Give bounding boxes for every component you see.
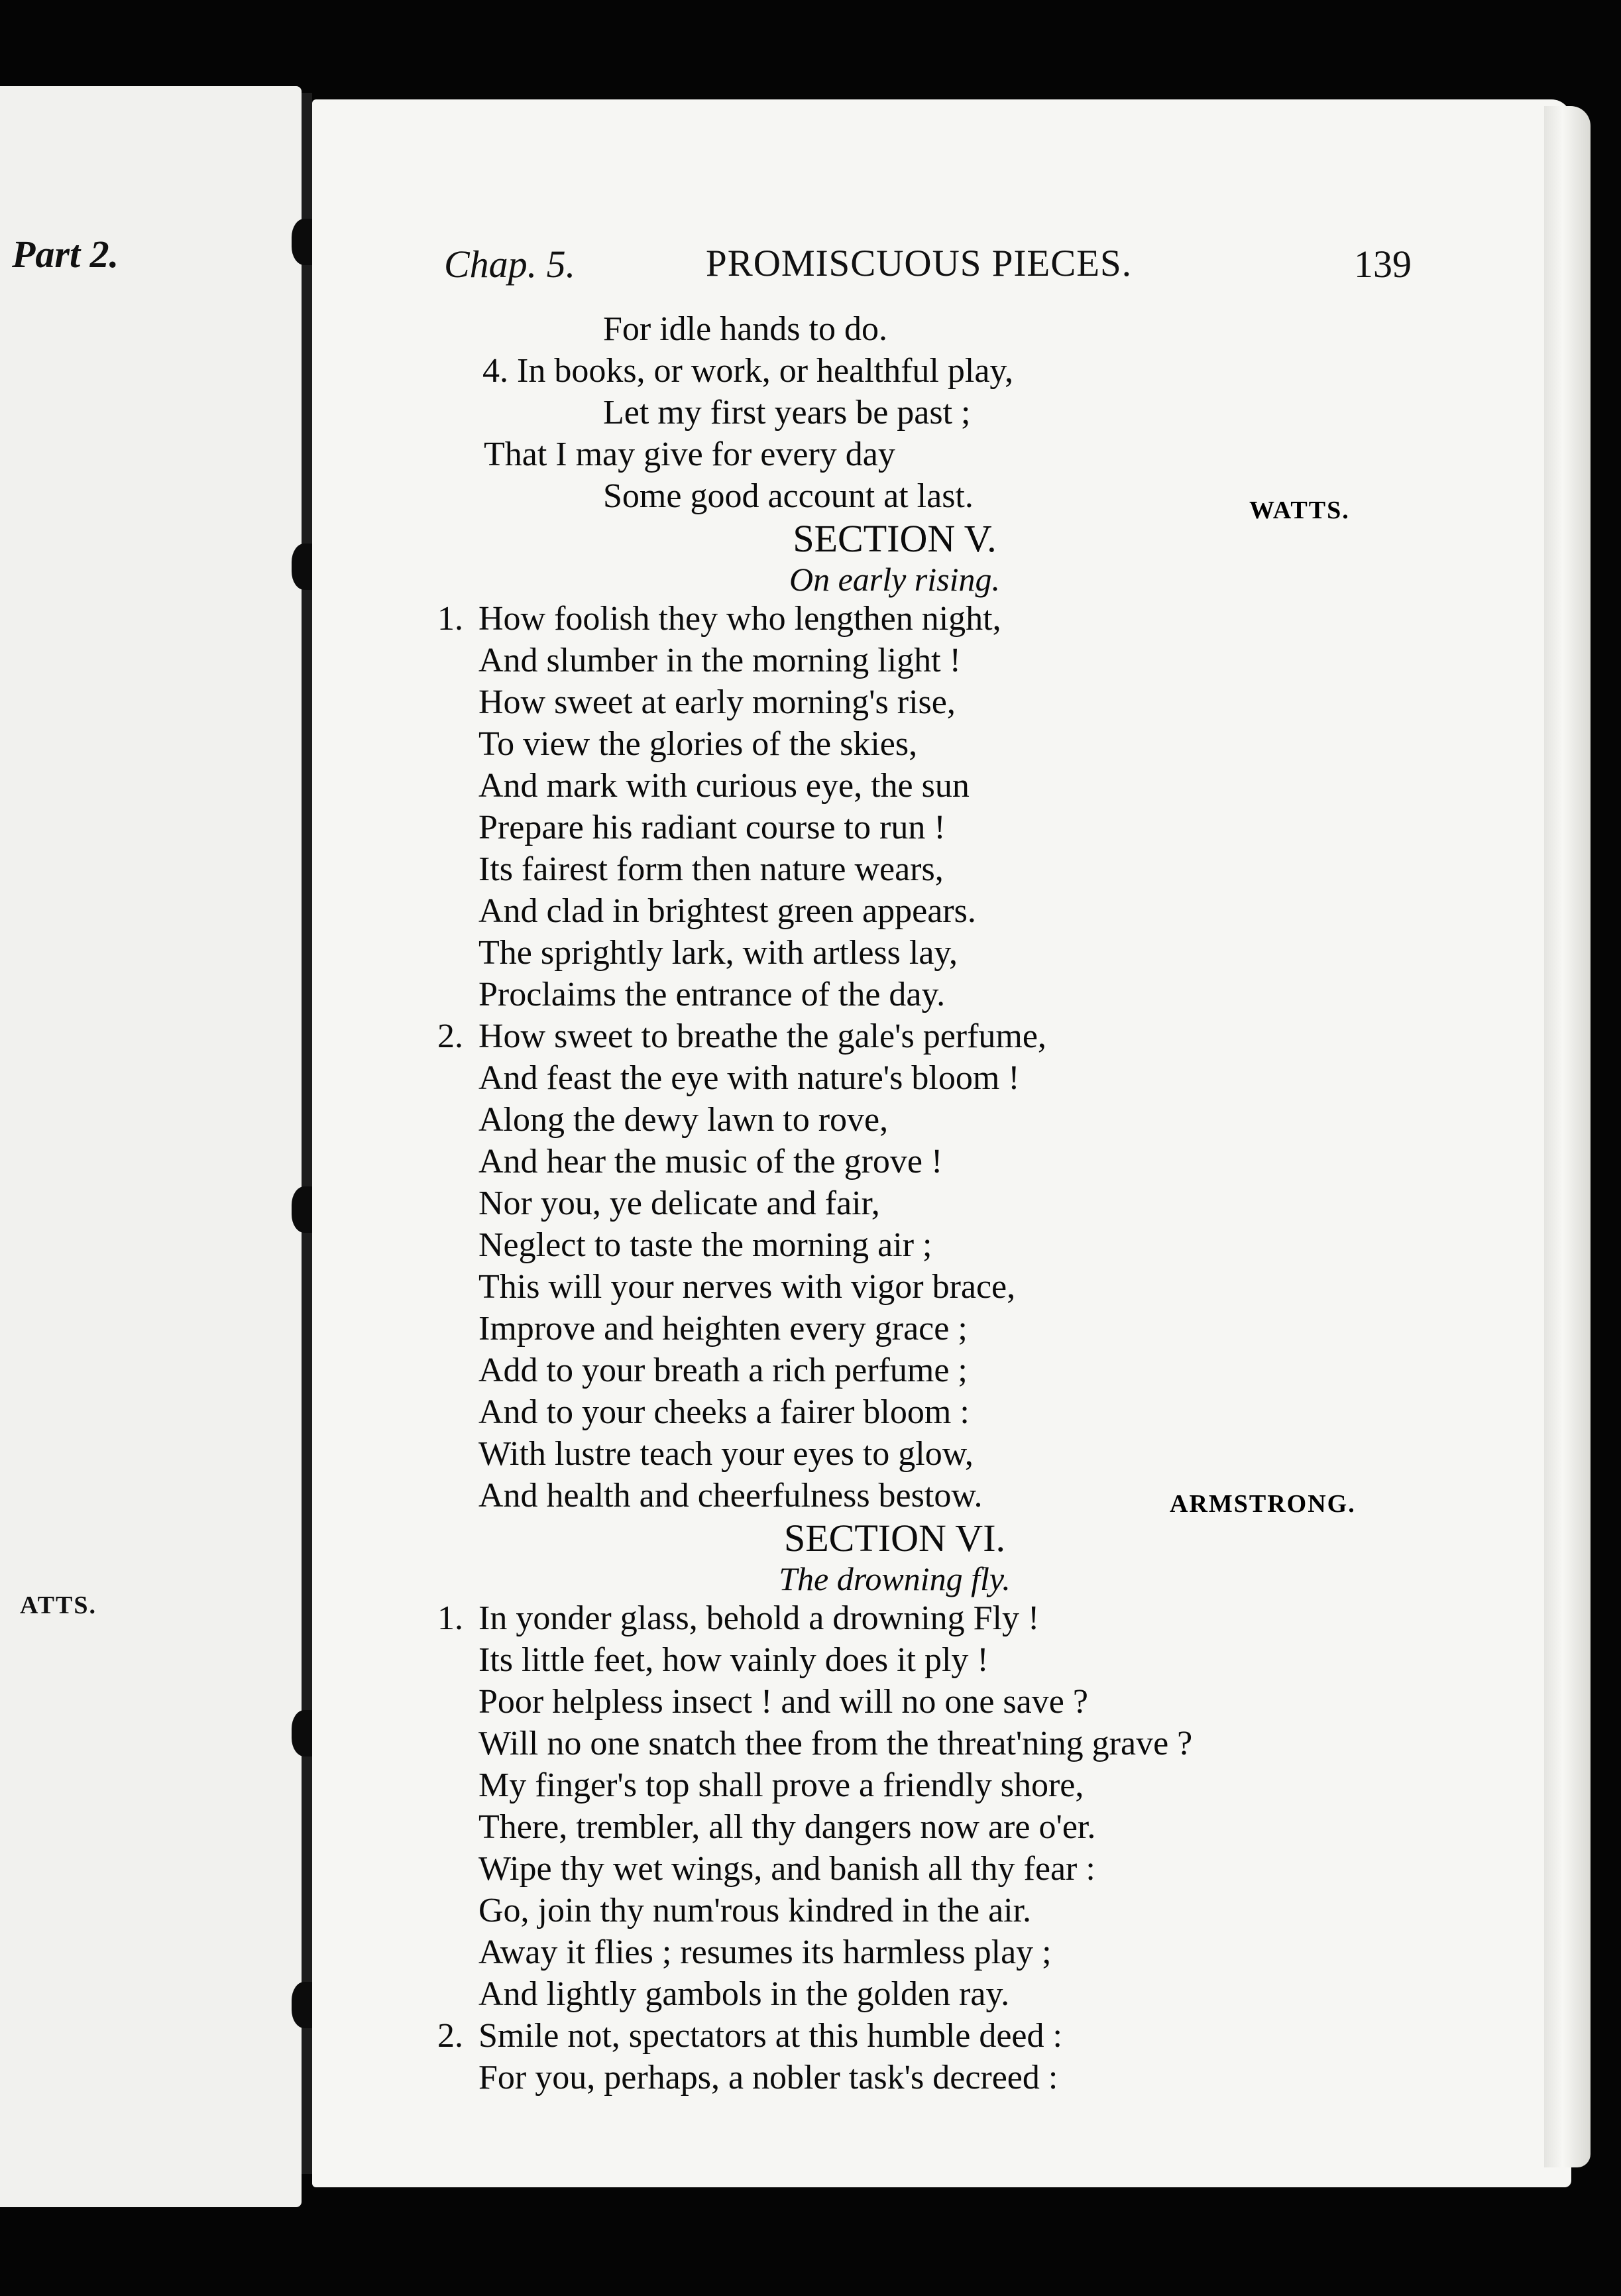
poem-section-6 xyxy=(431,1597,1458,2098)
verse-text: Smile not, spectators at this humble deed : xyxy=(478,2017,1062,2055)
verse-text: And feast the eye with nature's bloom ! xyxy=(478,1059,1020,1097)
verse-line xyxy=(431,2015,1458,2057)
verse-text: Poor helpless insect ! and will no one save ? xyxy=(478,1683,1088,1721)
verse-text: And hear the music of the grove ! xyxy=(478,1143,943,1180)
verse-line xyxy=(431,1349,1458,1391)
verse-text: Improve and heighten every grace ; xyxy=(478,1310,968,1348)
verse-line xyxy=(431,723,1458,765)
page-title: PROMISCUOUS PIECES. xyxy=(706,243,1132,284)
verse-line xyxy=(431,807,1458,848)
verse-line xyxy=(431,1764,1458,1806)
verse-line xyxy=(431,1099,1458,1141)
left-facing-page xyxy=(0,86,302,2207)
verse-text: There, trembler, all thy dangers now are o'er. xyxy=(478,1808,1096,1846)
verse-text: In books, or work, or healthful play, xyxy=(517,352,1014,390)
verse-text: Neglect to taste the morning air ; xyxy=(478,1226,932,1264)
page-number: 139 xyxy=(1354,243,1412,286)
verse-line xyxy=(431,350,1458,392)
left-running-head: Part 2. xyxy=(12,233,119,276)
verse-line xyxy=(431,2057,1458,2098)
verse-line xyxy=(431,392,1458,433)
verse-text: This will your nerves with vigor brace, xyxy=(478,1268,1016,1306)
verse-line xyxy=(431,1848,1458,1890)
verse-text: Some good account at last. xyxy=(603,477,974,515)
verse-text: For idle hands to do. xyxy=(603,310,887,348)
verse-line xyxy=(431,308,1458,350)
verse-text: Away it flies ; resumes its harmless play ; xyxy=(478,1933,1052,1971)
verse-line xyxy=(431,1681,1458,1723)
verse-text: How sweet at early morning's rise, xyxy=(478,683,956,721)
verse-text: How foolish they who lengthen night, xyxy=(478,600,1001,638)
verse-text: Add to your breath a rich perfume ; xyxy=(478,1351,968,1389)
verse-line xyxy=(431,433,1458,475)
verse-line xyxy=(431,765,1458,807)
verse-line xyxy=(431,974,1458,1015)
verse-text: Proclaims the entrance of the day. xyxy=(478,976,946,1013)
verse-line xyxy=(431,1973,1458,2015)
poem-author: WATTS. xyxy=(1249,496,1350,524)
verse-text: Let my first years be past ; xyxy=(603,394,971,431)
verse-line xyxy=(431,932,1458,974)
verse-text: With lustre teach your eyes to glow, xyxy=(478,1435,974,1473)
verse-line xyxy=(431,1391,1458,1433)
verse-text: Prepare his radiant course to run ! xyxy=(478,809,946,846)
verse-text: My finger's top shall prove a friendly shore, xyxy=(478,1766,1084,1804)
verse-text: Its little feet, how vainly does it ply ! xyxy=(478,1641,989,1679)
verse-text: Will no one snatch thee from the threat'ning grave ? xyxy=(478,1725,1193,1762)
section-heading: SECTION VI. xyxy=(783,1517,1006,1560)
verse-text: Nor you, ye delicate and fair, xyxy=(478,1184,880,1222)
verse-text: And slumber in the morning light ! xyxy=(478,642,961,679)
verse-line xyxy=(431,1806,1458,1848)
section-subtitle: The drowning fly. xyxy=(779,1560,1011,1597)
verse-text: In yonder glass, behold a drowning Fly ! xyxy=(478,1599,1040,1637)
section-subtitle: On early rising. xyxy=(789,561,1001,598)
verse-line xyxy=(431,1723,1458,1764)
verse-text: To view the glories of the skies, xyxy=(478,725,918,763)
verse-line xyxy=(431,1266,1458,1308)
page-edge-curl xyxy=(1544,106,1591,2167)
section-heading: SECTION V. xyxy=(793,517,997,560)
verse-line xyxy=(431,1890,1458,1931)
verse-line xyxy=(431,640,1458,681)
verse-line xyxy=(431,1308,1458,1349)
verse-line xyxy=(431,1224,1458,1266)
poem-continuation xyxy=(431,308,1458,517)
verse-text: And mark with curious eye, the sun xyxy=(478,767,970,805)
verse-line xyxy=(431,1182,1458,1224)
left-page-author: ATTS. xyxy=(20,1591,97,1619)
stanza-number: 2. xyxy=(437,1017,463,1055)
verse-text: And lightly gambols in the golden ray. xyxy=(478,1975,1010,2013)
verse-line xyxy=(431,1931,1458,1973)
verse-line xyxy=(431,1433,1458,1475)
poem-section-5 xyxy=(431,598,1458,1517)
stanza-number: 1. xyxy=(437,600,463,638)
verse-text: And to your cheeks a fairer bloom : xyxy=(478,1393,970,1431)
verse-line xyxy=(431,1141,1458,1182)
verse-line xyxy=(431,681,1458,723)
verse-line xyxy=(431,848,1458,890)
verse-text: Along the dewy lawn to rove, xyxy=(478,1101,889,1139)
verse-text: And health and cheerfulness bestow. xyxy=(478,1477,983,1515)
verse-line xyxy=(431,598,1458,640)
book-gutter xyxy=(302,93,312,2174)
verse-line xyxy=(431,890,1458,932)
verse-text: Wipe thy wet wings, and banish all thy fear : xyxy=(478,1850,1095,1888)
chapter-label: Chap. 5. xyxy=(444,243,576,286)
verse-text: And clad in brightest green appears. xyxy=(478,892,976,930)
verse-text: The sprightly lark, with artless lay, xyxy=(478,934,958,972)
stanza-number: 4. xyxy=(482,352,508,390)
page-body xyxy=(431,308,1458,2098)
verse-text: That I may give for every day xyxy=(484,435,895,473)
running-header xyxy=(444,242,1412,295)
verse-line xyxy=(431,1639,1458,1681)
verse-text: How sweet to breathe the gale's perfume, xyxy=(478,1017,1046,1055)
stanza-number: 2. xyxy=(437,2017,463,2055)
stanza-number: 1. xyxy=(437,1599,463,1637)
verse-line xyxy=(431,1057,1458,1099)
verse-text: Go, join thy num'rous kindred in the air. xyxy=(478,1892,1032,1929)
verse-text: For you, perhaps, a nobler task's decreed : xyxy=(478,2059,1058,2096)
verse-line xyxy=(431,1597,1458,1639)
verse-text: Its fairest form then nature wears, xyxy=(478,850,944,888)
poem-author: ARMSTRONG. xyxy=(1170,1490,1356,1518)
verse-line xyxy=(431,1015,1458,1057)
